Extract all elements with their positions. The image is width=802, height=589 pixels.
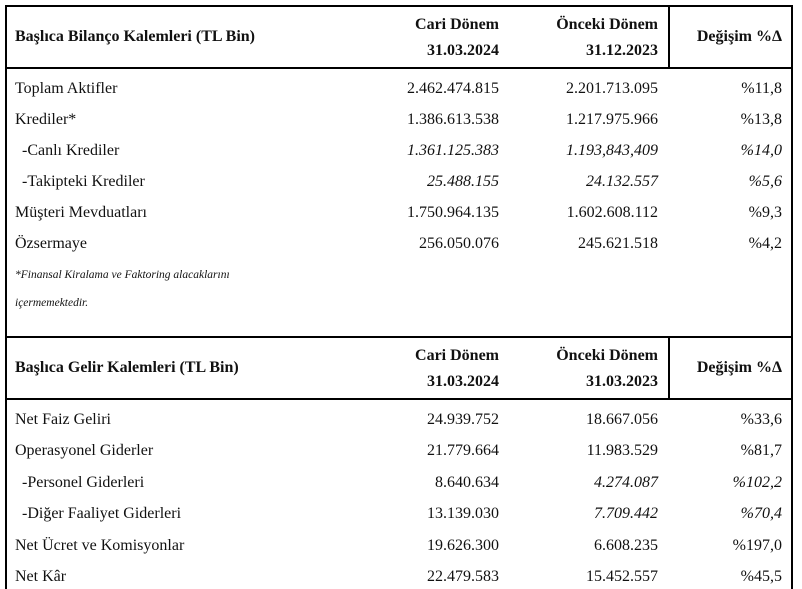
balance-previous-period-header bbox=[511, 7, 668, 67]
previous-value: 7.709.442 bbox=[594, 505, 658, 523]
previous-value: 11.983.529 bbox=[586, 442, 658, 460]
previous-period-label: Önceki Dönem bbox=[556, 16, 658, 33]
current-value: 256.050.076 bbox=[419, 234, 499, 252]
table-row bbox=[7, 73, 791, 104]
previous-period-label: Önceki Dönem bbox=[556, 347, 658, 364]
table-row bbox=[7, 197, 791, 228]
change-value: %102,2 bbox=[732, 473, 782, 491]
row-label: -Canlı Krediler bbox=[22, 141, 120, 159]
current-value: 1.361.125.383 bbox=[407, 141, 499, 159]
previous-value: 15.452.557 bbox=[586, 568, 658, 586]
financial-summary-table bbox=[5, 5, 793, 589]
row-label: Krediler* bbox=[15, 110, 77, 128]
current-value: 13.139.030 bbox=[427, 505, 499, 523]
table-row bbox=[7, 135, 791, 166]
table-row bbox=[7, 228, 791, 259]
row-label: Müşteri Mevduatları bbox=[15, 203, 147, 221]
change-value: %13,8 bbox=[740, 110, 782, 128]
change-value: %33,6 bbox=[740, 410, 782, 428]
table-row bbox=[7, 166, 791, 197]
change-value: %45,5 bbox=[740, 568, 782, 586]
current-period-label: Cari Dönem bbox=[415, 347, 499, 364]
change-value: %5,6 bbox=[748, 172, 782, 190]
current-value: 1.750.964.135 bbox=[407, 203, 499, 221]
current-value: 19.626.300 bbox=[427, 536, 499, 554]
footnote-line-2: içermemektedir. bbox=[15, 297, 89, 309]
change-value: %70,4 bbox=[740, 505, 782, 523]
row-label: Net Kâr bbox=[15, 568, 67, 586]
row-label: Operasyonel Giderler bbox=[15, 442, 154, 460]
balance-footnote bbox=[7, 269, 791, 336]
change-value: %14,0 bbox=[740, 141, 782, 159]
row-label: Toplam Aktifler bbox=[15, 79, 118, 97]
table-row bbox=[7, 562, 791, 589]
previous-period-date: 31.03.2023 bbox=[586, 373, 658, 390]
previous-period-date: 31.12.2023 bbox=[586, 42, 658, 59]
current-value: 8.640.634 bbox=[435, 473, 499, 491]
change-value: %197,0 bbox=[732, 536, 782, 554]
change-value: %81,7 bbox=[740, 442, 782, 460]
income-section-title: Başlıca Gelir Kalemleri (TL Bin) bbox=[15, 359, 239, 376]
row-label: -Personel Giderleri bbox=[22, 473, 145, 491]
row-label: -Diğer Faaliyet Giderleri bbox=[22, 505, 182, 523]
previous-value: 4.274.087 bbox=[594, 473, 658, 491]
table-row bbox=[7, 530, 791, 562]
balance-change-header: Değişim %Δ bbox=[668, 7, 791, 67]
table-row bbox=[7, 436, 791, 468]
row-label: Net Ücret ve Komisyonlar bbox=[15, 536, 185, 554]
current-value: 21.779.664 bbox=[427, 442, 499, 460]
current-value: 1.386.613.538 bbox=[407, 110, 499, 128]
change-value: %4,2 bbox=[748, 234, 782, 252]
table-row bbox=[7, 467, 791, 499]
current-value: 25.488.155 bbox=[427, 172, 499, 190]
current-period-label: Cari Dönem bbox=[415, 16, 499, 33]
change-value: %11,8 bbox=[741, 79, 782, 97]
table-row bbox=[7, 499, 791, 531]
previous-value: 1.217.975.966 bbox=[566, 110, 658, 128]
current-value: 2.462.474.815 bbox=[407, 79, 499, 97]
previous-value: 245.621.518 bbox=[578, 234, 658, 252]
balance-current-period-header bbox=[321, 7, 511, 67]
previous-value: 1.602.608.112 bbox=[566, 203, 658, 221]
table-row bbox=[7, 104, 791, 135]
balance-rows bbox=[7, 69, 791, 261]
previous-value: 1.193,843,409 bbox=[566, 141, 658, 159]
row-label: Net Faiz Geliri bbox=[15, 410, 111, 428]
income-change-header: Değişim %Δ bbox=[668, 338, 791, 398]
current-period-date: 31.03.2024 bbox=[427, 42, 499, 59]
current-value: 22.479.583 bbox=[427, 568, 499, 586]
row-label: Özsermaye bbox=[15, 234, 87, 252]
previous-value: 2.201.713.095 bbox=[566, 79, 658, 97]
income-previous-period-header bbox=[511, 338, 668, 398]
balance-header-row bbox=[7, 7, 791, 69]
current-period-date: 31.03.2024 bbox=[427, 373, 499, 390]
previous-value: 24.132.557 bbox=[586, 172, 658, 190]
current-value: 24.939.752 bbox=[427, 410, 499, 428]
income-current-period-header bbox=[321, 338, 511, 398]
footnote-line-1: *Finansal Kiralama ve Faktoring alacaklarını bbox=[15, 269, 230, 281]
balance-section-title: Başlıca Bilanço Kalemleri (TL Bin) bbox=[15, 28, 255, 45]
previous-value: 6.608.235 bbox=[594, 536, 658, 554]
table-row bbox=[7, 404, 791, 436]
row-label: -Takipteki Krediler bbox=[22, 172, 145, 190]
change-value: %9,3 bbox=[748, 203, 782, 221]
income-header-row bbox=[7, 338, 791, 400]
income-rows bbox=[7, 400, 791, 589]
previous-value: 18.667.056 bbox=[586, 410, 658, 428]
